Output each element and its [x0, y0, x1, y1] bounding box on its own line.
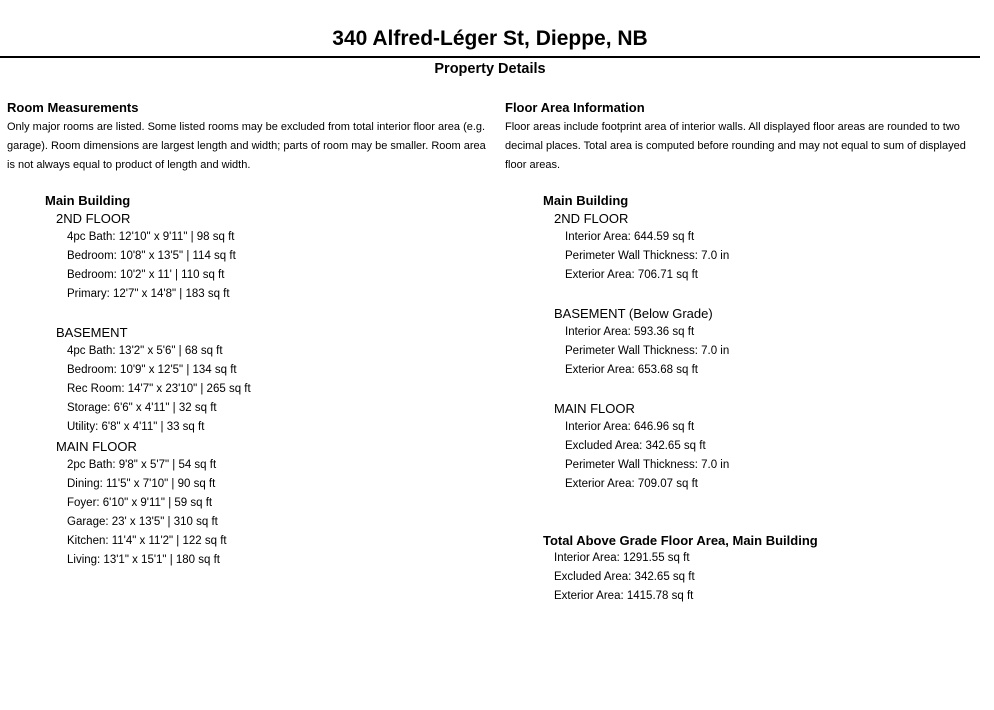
area-line: Exterior Area: 709.07 sq ft: [565, 478, 698, 490]
total-line: Exterior Area: 1415.78 sq ft: [554, 590, 694, 602]
section-heading: Room Measurements: [7, 100, 139, 115]
area-line: Exterior Area: 653.68 sq ft: [565, 364, 698, 376]
room-item: Kitchen: 11'4" x 11'2" | 122 sq ft: [67, 535, 227, 547]
section-heading: Floor Area Information: [505, 100, 645, 115]
floor-area-section: [505, 99, 985, 606]
total-line: Excluded Area: 342.65 sq ft: [554, 571, 695, 583]
room-item: Foyer: 6'10" x 9'11" | 59 sq ft: [67, 497, 213, 509]
room-item: 4pc Bath: 13'2" x 5'6" | 68 sq ft: [67, 345, 223, 357]
title-rule: [0, 56, 980, 58]
page-subtitle: Property Details: [434, 61, 546, 77]
area-line: Interior Area: 644.59 sq ft: [565, 231, 695, 243]
area-line: Perimeter Wall Thickness: 7.0 in: [565, 345, 730, 357]
floor-heading: BASEMENT: [56, 325, 128, 340]
area-line: Perimeter Wall Thickness: 7.0 in: [565, 459, 730, 471]
area-line: Perimeter Wall Thickness: 7.0 in: [565, 250, 730, 262]
area-line: Exterior Area: 706.71 sq ft: [565, 269, 698, 281]
room-item: Primary: 12'7" x 14'8" | 183 sq ft: [67, 288, 230, 300]
floor-heading: MAIN FLOOR: [554, 401, 635, 416]
area-line: Interior Area: 593.36 sq ft: [565, 326, 695, 338]
room-measurements-section: [7, 99, 487, 570]
total-line: Interior Area: 1291.55 sq ft: [554, 552, 690, 564]
page-title: 340 Alfred-Léger St, Dieppe, NB: [332, 27, 648, 50]
section-note: Only major rooms are listed. Some listed rooms may be excluded from total interior floor area (e.g. garage). Room dimensions are largest length and width; parts of room may be smaller. Room area is not always equal to product of length and width.: [7, 121, 486, 171]
building-heading: Main Building: [45, 193, 131, 208]
floor-heading: MAIN FLOOR: [56, 439, 137, 454]
area-line: Excluded Area: 342.65 sq ft: [565, 440, 706, 452]
area-line: Interior Area: 646.96 sq ft: [565, 421, 695, 433]
room-item: Rec Room: 14'7" x 23'10" | 265 sq ft: [67, 383, 251, 395]
room-item: Utility: 6'8" x 4'11" | 33 sq ft: [67, 421, 205, 433]
room-item: 4pc Bath: 12'10" x 9'11" | 98 sq ft: [67, 231, 235, 243]
room-item: Bedroom: 10'8" x 13'5" | 114 sq ft: [67, 250, 236, 262]
room-item: Living: 13'1" x 15'1" | 180 sq ft: [67, 554, 220, 566]
room-item: Storage: 6'6" x 4'11" | 32 sq ft: [67, 402, 217, 414]
building-heading: Main Building: [543, 193, 629, 208]
floor-heading: 2ND FLOOR: [554, 211, 629, 226]
total-heading: Total Above Grade Floor Area, Main Building: [543, 533, 818, 548]
room-item: Bedroom: 10'9" x 12'5" | 134 sq ft: [67, 364, 237, 376]
room-item: Bedroom: 10'2" x 11' | 110 sq ft: [67, 269, 225, 281]
room-item: 2pc Bath: 9'8" x 5'7" | 54 sq ft: [67, 459, 217, 471]
room-item: Garage: 23' x 13'5" | 310 sq ft: [67, 516, 218, 528]
section-note: Floor areas include footprint area of interior walls. All displayed floor areas are rounded to two decimal places. Total area is computed before rounding and may not equal to sum of displayed floor areas.: [505, 121, 966, 171]
floor-heading: 2ND FLOOR: [56, 211, 131, 226]
floor-heading: BASEMENT (Below Grade): [554, 306, 713, 321]
room-item: Dining: 11'5" x 7'10" | 90 sq ft: [67, 478, 216, 490]
